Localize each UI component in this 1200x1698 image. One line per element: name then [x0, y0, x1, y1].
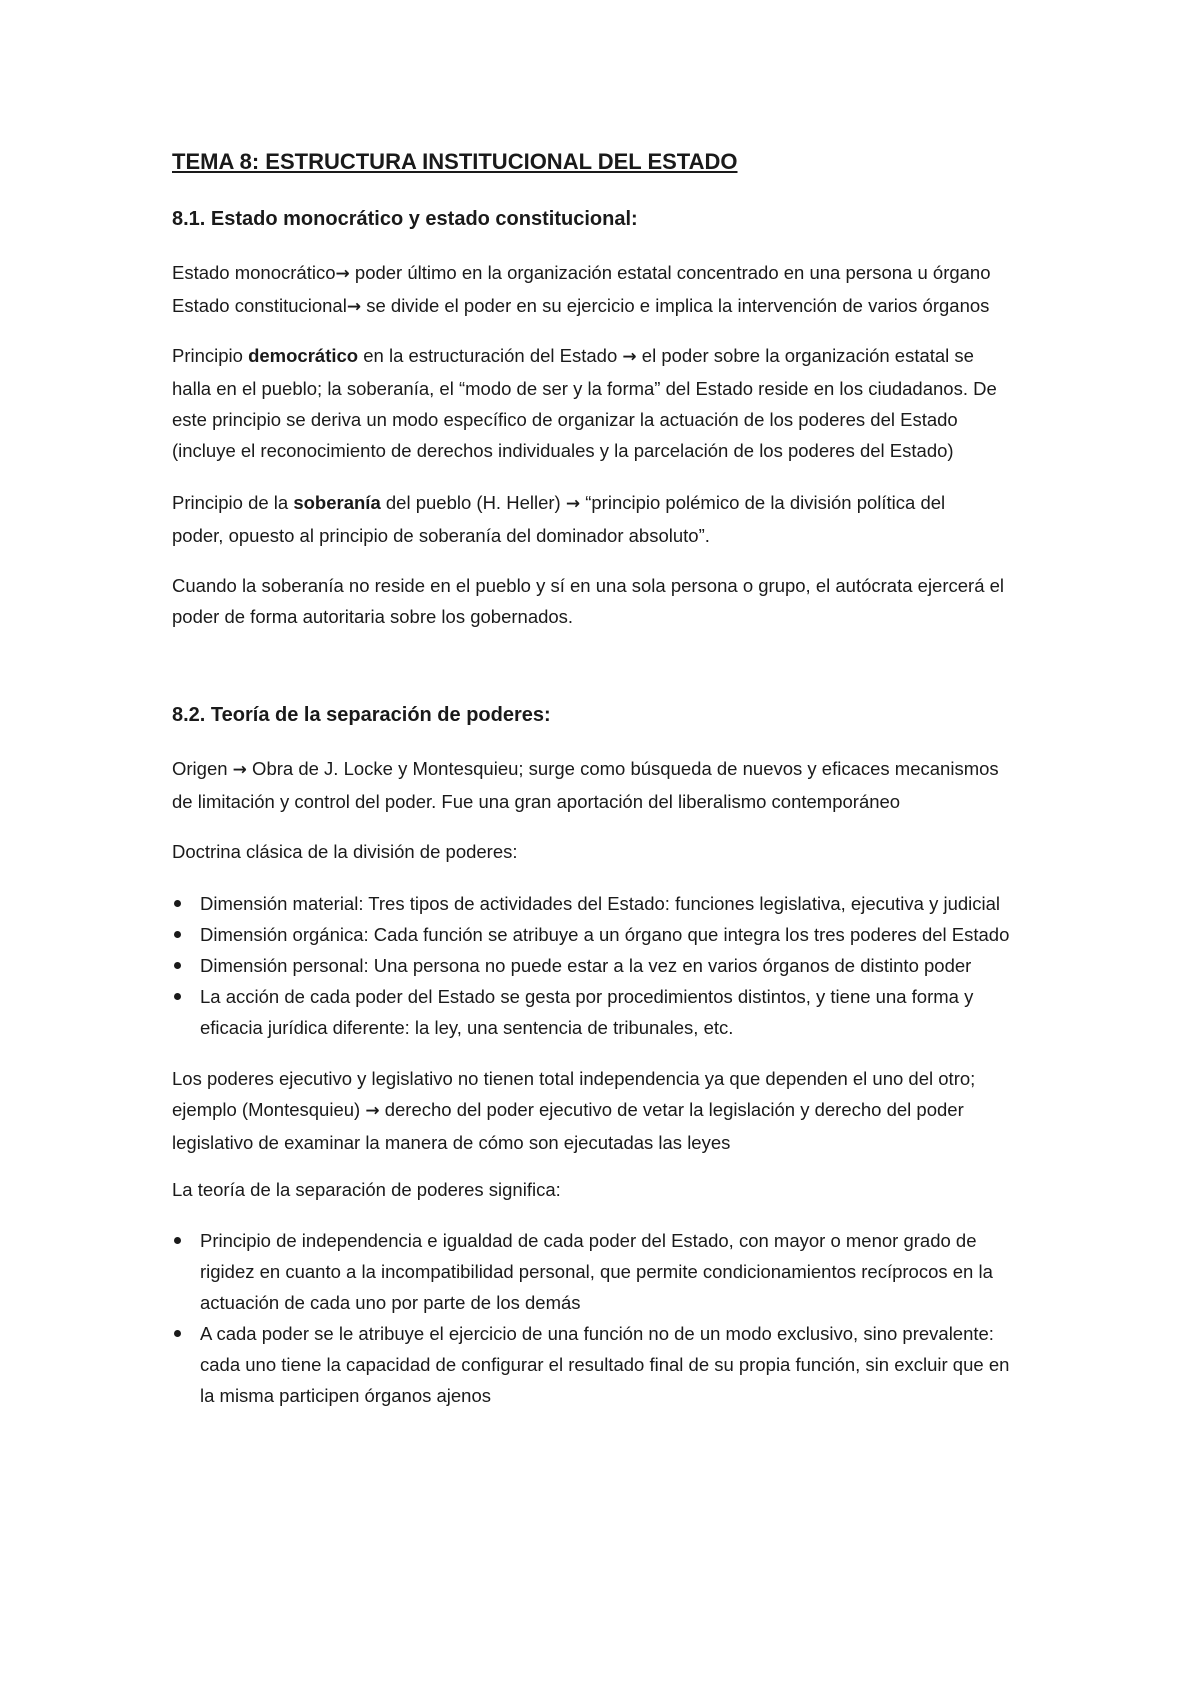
text-line: Cuando la soberanía no reside en el pueblo y sí en una sola persona o grupo, el autócrata ejercerá el: [172, 575, 1005, 596]
text-line: de limitación y control del poder. Fue una gran aportación del liberalismo contemporáneo: [172, 791, 901, 812]
bullet-icon: [174, 900, 181, 907]
definition-term: Estado monocrático: [172, 262, 336, 283]
bullet-icon: [174, 1237, 181, 1244]
paragraph-ejecutivo-legislativo: [172, 1063, 1102, 1158]
text-line: legislativo de examinar la manera de cómo son ejecutadas las leyes: [172, 1132, 731, 1153]
list-item-text: Principio de independencia e igualdad de cada poder del Estado, con mayor o menor grado de: [200, 1230, 977, 1251]
list-item-text: Dimensión orgánica: Cada función se atribuye a un órgano que integra los tres poderes del Estado: [200, 924, 1010, 945]
list-item-text: eficacia jurídica diferente: la ley, una sentencia de tribunales, etc.: [200, 1017, 734, 1038]
text-run: el poder sobre la organización estatal se: [636, 345, 974, 366]
bold-term: soberanía: [293, 492, 381, 513]
text-run: Principio: [172, 345, 249, 366]
text-line: [172, 487, 1102, 520]
definition-text: poder último en la organización estatal concentrado en una persona u órgano: [349, 262, 991, 283]
list-item-text: Dimensión personal: Una persona no puede estar a la vez en varios órganos de distinto poder: [200, 955, 972, 976]
arrow-icon: →: [365, 1101, 380, 1121]
text-run: “principio polémico de la división política del: [580, 492, 946, 513]
text-line: este principio se deriva un modo específico de organizar la actuación de los poderes del Estado: [172, 409, 958, 430]
bullet-list-dimensiones: [172, 888, 1102, 1043]
text-line: Los poderes ejecutivo y legislativo no tienen total independencia ya que dependen el uno del otro;: [172, 1068, 976, 1089]
section-heading-8-2: 8.2. Teoría de la separación de poderes:: [172, 704, 551, 726]
arrow-icon: →: [232, 760, 247, 780]
arrow-icon: →: [335, 264, 350, 284]
section-heading-8-1: 8.1. Estado monocrático y estado constitucional:: [172, 208, 638, 230]
document-title: TEMA 8: ESTRUCTURA INSTITUCIONAL DEL ESTADO: [172, 149, 738, 174]
text-run: ejemplo (Montesquieu): [172, 1099, 366, 1120]
definition-monocratico: [172, 257, 1102, 290]
text-line: poder de forma autoritaria sobre los gobernados.: [172, 606, 574, 627]
list-item: [172, 1318, 1102, 1411]
text-run: en la estructuración del Estado: [358, 345, 623, 366]
list-item: [172, 1225, 1102, 1318]
definition-constitucional: [172, 290, 1102, 323]
list-item-text: actuación de cada uno por parte de los demás: [200, 1292, 581, 1313]
bullet-icon: [174, 931, 181, 938]
arrow-icon: →: [622, 347, 637, 367]
text-run: Obra de J. Locke y Montesquieu; surge como búsqueda de nuevos y eficaces mecanismos: [246, 758, 999, 779]
bullet-icon: [174, 993, 181, 1000]
list-item-text: A cada poder se le atribuye el ejercicio de una función no de un modo exclusivo, sino prevalente:: [200, 1323, 994, 1344]
bold-term: democrático: [248, 345, 359, 366]
text-line: halla en el pueblo; la soberanía, el “modo de ser y la forma” del Estado reside en los ciudadanos. De: [172, 378, 997, 399]
bullet-icon: [174, 962, 181, 969]
paragraph-origen: [172, 753, 1102, 817]
list-item: [172, 950, 1102, 981]
list-item-text: cada uno tiene la capacidad de configurar el resultado final de su propia función, sin excluir que en: [200, 1354, 1010, 1375]
text-run: derecho del poder ejecutivo de vetar la legislación y derecho del poder: [379, 1099, 964, 1120]
list-item: [172, 981, 1102, 1043]
list-item: [172, 919, 1102, 950]
arrow-icon: →: [565, 494, 581, 514]
definition-text: se divide el poder en su ejercicio e implica la intervención de varios órganos: [361, 295, 990, 316]
definition-term: Estado constitucional: [172, 295, 347, 316]
list-item-text: rigidez en cuanto a la incompatibilidad personal, que permite condicionamientos recíprocos en la: [200, 1261, 993, 1282]
paragraph-principio-democratico: [172, 340, 1102, 466]
list-item-text: la misma participen órganos ajenos: [200, 1385, 492, 1406]
list-item-text: La acción de cada poder del Estado se gesta por procedimientos distintos, y tiene una forma y: [200, 986, 974, 1007]
text-run: del pueblo (H. Heller): [380, 492, 566, 513]
bullet-list-significado: [172, 1225, 1102, 1411]
text-line: [172, 1094, 1102, 1127]
paragraph-significa: La teoría de la separación de poderes significa:: [172, 1179, 561, 1200]
text-line: (incluye el reconocimiento de derechos individuales y la parcelación de los poderes del Estado): [172, 440, 954, 461]
text-line: [172, 753, 1102, 786]
list-item-text: Dimensión material: Tres tipos de actividades del Estado: funciones legislativa, ejecutiva y judicial: [200, 893, 1001, 914]
text-run: Origen: [172, 758, 233, 779]
paragraph-autocrata: [172, 570, 1102, 632]
list-item: [172, 888, 1102, 919]
paragraph-soberania: [172, 487, 1102, 551]
text-line: [172, 340, 1102, 373]
definitions: [172, 257, 1102, 323]
text-line: poder, opuesto al principio de soberanía del dominador absoluto”.: [172, 525, 710, 546]
paragraph-doctrina: Doctrina clásica de la división de poderes:: [172, 841, 518, 862]
bullet-icon: [174, 1330, 181, 1337]
arrow-icon: →: [346, 297, 362, 317]
text-run: Principio de la: [172, 492, 294, 513]
